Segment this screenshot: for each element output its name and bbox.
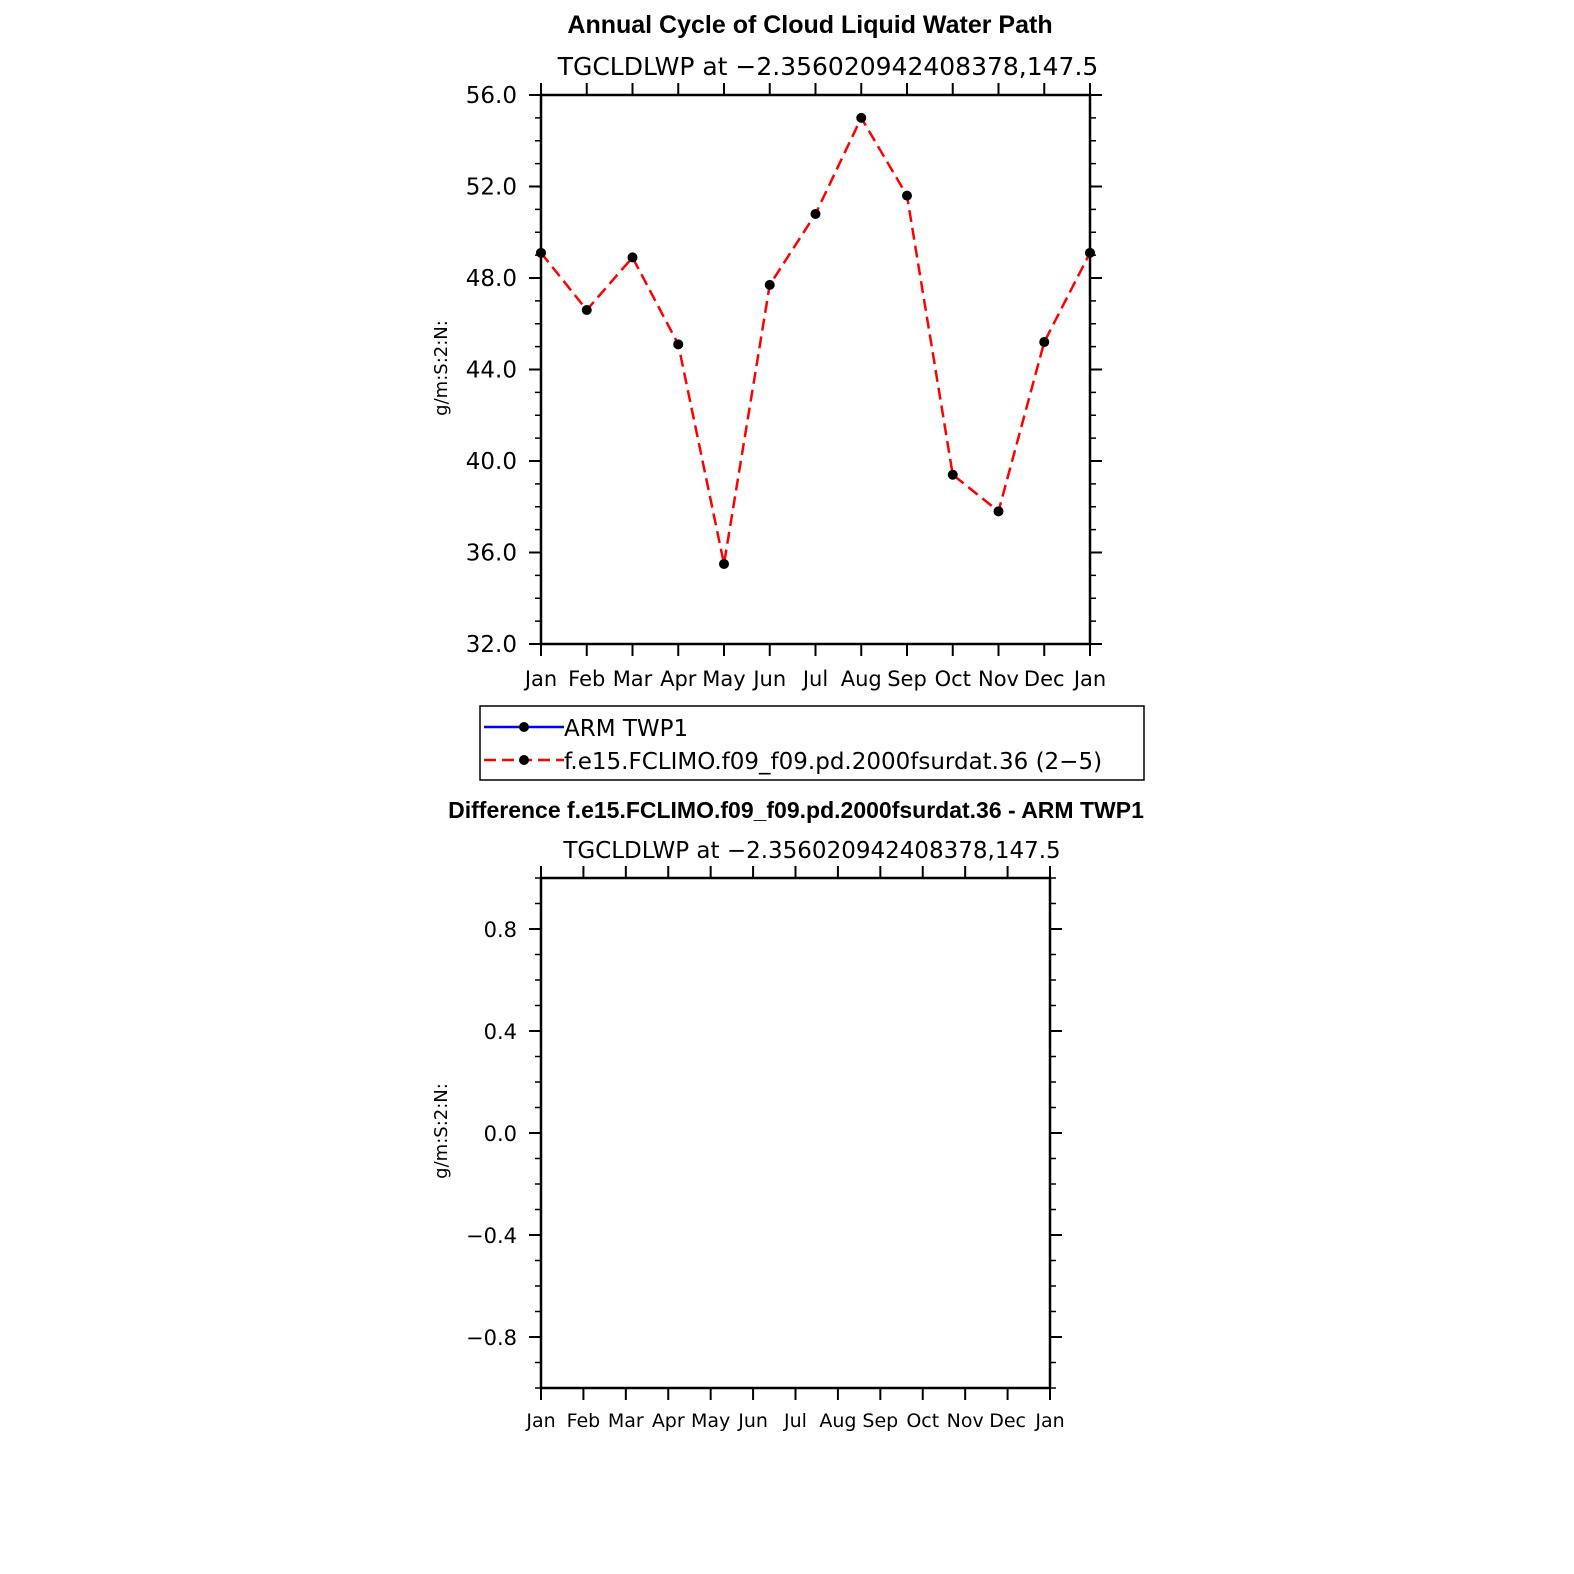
- chart1-title: Annual Cycle of Cloud Liquid Water Path: [567, 11, 1053, 39]
- chart2-frame: [541, 878, 1050, 1388]
- chart1-ytick-label: 52.0: [465, 174, 517, 201]
- series-1-point: [719, 559, 729, 569]
- chart1-ylabel: g/m:S:2:N:: [431, 320, 452, 416]
- chart1-xtick-label: Jan: [1073, 667, 1107, 691]
- series-1-point: [673, 339, 683, 349]
- chart1-ytick-label: 36.0: [465, 540, 517, 567]
- chart1-xtick-label: Mar: [612, 667, 653, 691]
- chart2-xtick-label: Aug: [819, 1410, 857, 1432]
- series-1-point: [628, 252, 638, 262]
- series-1-line: [541, 118, 1090, 564]
- chart2-xtick-label: Mar: [607, 1410, 644, 1432]
- chart2-xtick-label: Jun: [738, 1410, 768, 1432]
- chart1-y-tick-labels: [466, 83, 517, 658]
- chart2-xtick-label: Jan: [1035, 1410, 1065, 1432]
- chart2-ytick-label: 0.0: [483, 1122, 517, 1146]
- series-1-point: [902, 191, 912, 201]
- chart2-xtick-label: Apr: [651, 1410, 685, 1432]
- chart2-title: Difference f.e15.FCLIMO.f09_f09.pd.2000fsurdat.36 - ARM TWP1: [448, 797, 1144, 823]
- chart1-series: [536, 113, 1095, 569]
- chart2-xtick-label: Jul: [784, 1410, 807, 1432]
- difference-chart: [431, 797, 1144, 1432]
- series-1-point: [536, 248, 546, 258]
- legend-marker-arm: [519, 722, 529, 732]
- chart2-ytick-label: 0.4: [483, 1020, 517, 1044]
- chart1-x-tick-labels: [523, 667, 1106, 691]
- legend-label-model: f.e15.FCLIMO.f09_f09.pd.2000fsurdat.36 (2−5): [564, 749, 1103, 775]
- chart2-axes: [529, 866, 1062, 1400]
- chart1-ytick-label: 40.0: [465, 449, 517, 475]
- legend-label-arm: ARM TWP1: [564, 716, 689, 742]
- chart2-ytick-label: −0.4: [466, 1224, 517, 1248]
- chart2-ytick-label: 0.8: [483, 918, 517, 942]
- series-1-point: [765, 280, 775, 290]
- chart1-ytick-label: 32.0: [465, 632, 517, 658]
- series-1-point: [994, 506, 1004, 516]
- series-1-point: [811, 209, 821, 219]
- chart1-xtick-label: Oct: [934, 667, 971, 691]
- chart1-xtick-label: Feb: [568, 667, 606, 691]
- chart2-ytick-label: −0.8: [466, 1326, 517, 1350]
- chart1-xtick-label: May: [702, 667, 746, 691]
- chart1-ytick-label: 44.0: [465, 357, 517, 384]
- chart2-xtick-label: Jan: [526, 1410, 556, 1432]
- series-1-point: [1085, 248, 1095, 258]
- chart2-subtitle: TGCLDLWP at −2.356020942408378,147.5: [563, 838, 1061, 864]
- chart2-xtick-label: Dec: [989, 1410, 1026, 1432]
- chart1-xtick-label: Dec: [1023, 667, 1065, 691]
- chart1-xtick-label: Apr: [660, 667, 697, 691]
- chart1-ytick-label: 48.0: [465, 266, 517, 292]
- chart1-xtick-label: Aug: [840, 667, 882, 691]
- chart2-xtick-label: Sep: [862, 1410, 899, 1432]
- chart2-xtick-label: Oct: [906, 1410, 940, 1432]
- chart1-ytick-label: 56.0: [465, 83, 517, 109]
- chart2-y-tick-labels: [466, 918, 517, 1350]
- chart2-xtick-label: May: [691, 1410, 731, 1432]
- legend: [480, 706, 1144, 780]
- chart2-xtick-label: Feb: [566, 1410, 601, 1432]
- annual-cycle-chart: [431, 11, 1106, 691]
- chart1-xtick-label: Jan: [524, 667, 558, 691]
- series-1-point: [582, 305, 592, 315]
- chart1-xtick-label: Sep: [887, 667, 927, 691]
- series-1-point: [856, 113, 866, 123]
- chart1-xtick-label: Nov: [978, 667, 1019, 691]
- chart1-xtick-label: Jun: [753, 667, 787, 691]
- chart2-x-tick-labels: [525, 1410, 1064, 1432]
- chart1-subtitle: TGCLDLWP at −2.356020942408378,147.5: [557, 52, 1099, 81]
- chart2-xtick-label: Nov: [946, 1410, 984, 1432]
- series-1-point: [948, 470, 958, 480]
- series-1-point: [1039, 337, 1049, 347]
- chart1-frame: [541, 95, 1090, 644]
- chart1-xtick-label: Jul: [802, 667, 829, 691]
- chart1-axes: [529, 83, 1102, 656]
- legend-marker-model: [519, 755, 529, 765]
- chart2-ylabel: g/m:S:2:N:: [431, 1083, 452, 1179]
